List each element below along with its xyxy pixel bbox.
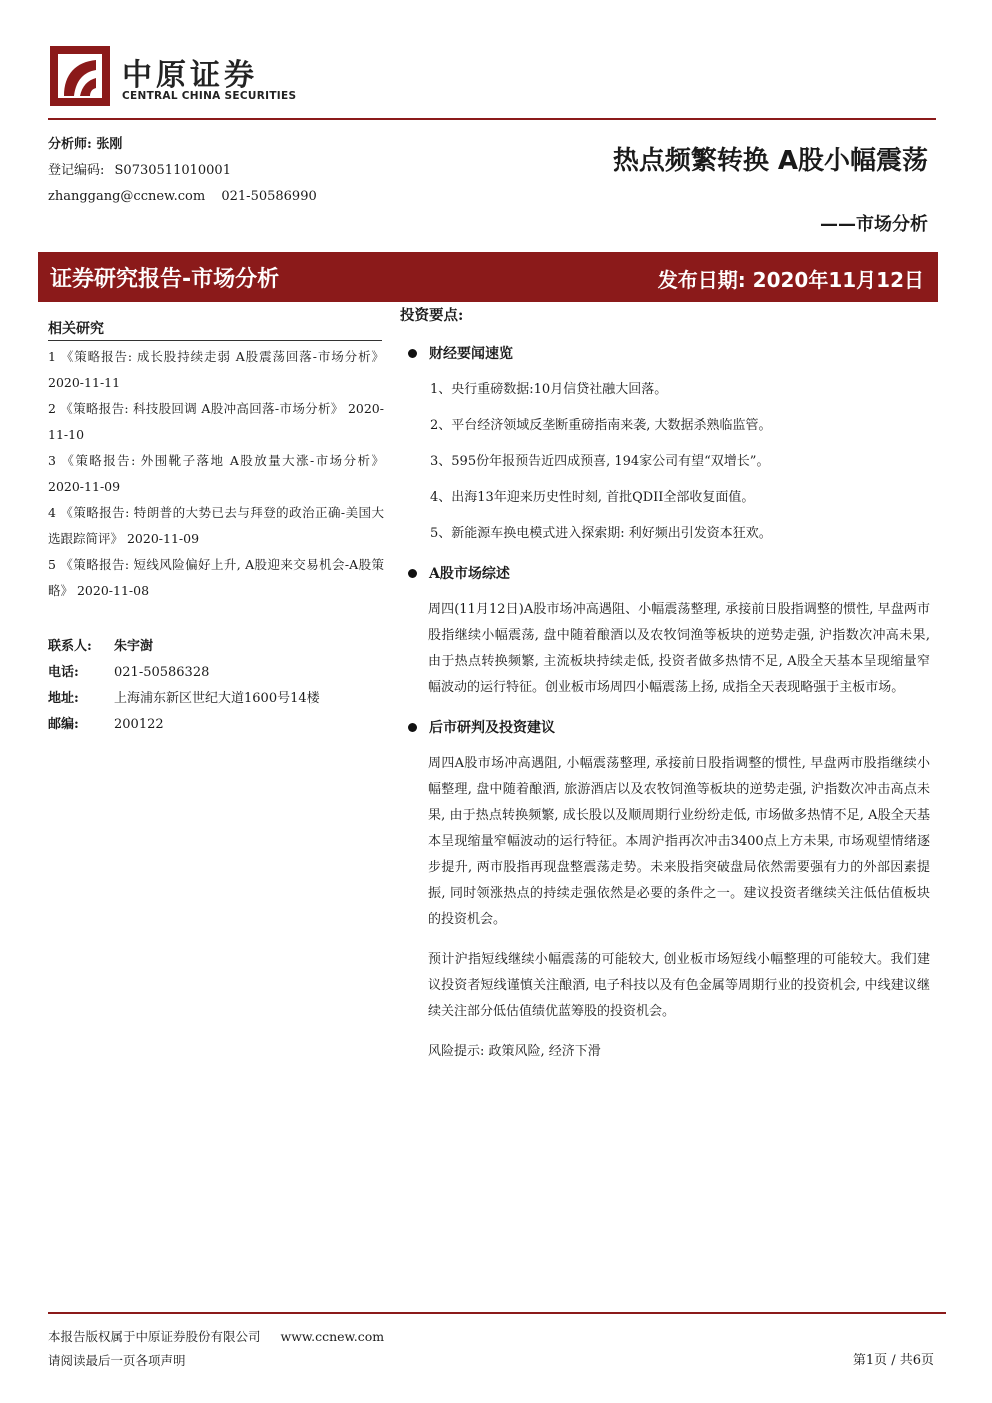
contact-person: 朱宇澍 xyxy=(114,639,154,654)
bullet-icon xyxy=(408,349,417,358)
news-item: 5、新能源车换电模式进入探索期: 利好频出引发资本狂欢。 xyxy=(430,526,772,541)
contact-addr-label: 地址: xyxy=(48,691,79,706)
contact-zip-label: 邮编: xyxy=(48,717,79,732)
analyst-contact-row xyxy=(48,184,317,210)
contact-zip-row xyxy=(48,712,320,738)
footer-website[interactable]: www.ccnew.com xyxy=(280,1329,385,1344)
contact-tel-row xyxy=(48,660,320,686)
news-item: 1、央行重磅数据:10月信贷社融大回落。 xyxy=(430,382,668,397)
analyst-phone: 021-50586990 xyxy=(221,189,317,204)
logo-english-name: CENTRAL CHINA SECURITIES xyxy=(122,90,297,102)
footer-rule xyxy=(48,1312,946,1314)
section-market-title: A股市场综述 xyxy=(429,566,510,582)
footer-disclaimer: 请阅读最后一页各项声明 xyxy=(48,1353,186,1368)
section-outlook-title: 后市研判及投资建议 xyxy=(429,720,555,736)
company-logo xyxy=(50,46,300,108)
related-item[interactable]: 3 《策略报告: 外围靴子落地 A股放量大涨-市场分析》 2020-11-09 xyxy=(48,453,384,494)
market-summary-text: 周四(11月12日)A股市场冲高遇阻、小幅震荡整理, 承接前日股指调整的惯性, 早盘两市股指继续小幅震荡, 盘中随着酿酒以及农牧饲渔等板块的逆势走强, 沪指数次冲高未果, 由于热点转换频繁, 主流板块持续走低, 投资者做多热情不足, A股全天基本呈现缩量窄幅波动的运行特征。创业板市场周四小幅震荡上扬, 成指全天表现略强于主板市场。 xyxy=(428,602,930,695)
report-banner xyxy=(38,252,938,302)
logo-chinese-name: 中原证券 xyxy=(122,58,258,93)
related-item[interactable]: 5 《策略报告: 短线风险偏好上升, A股迎来交易机会-A股策略》 2020-11-08 xyxy=(48,557,384,598)
contact-tel-label: 电话: xyxy=(48,665,79,680)
outlook-text: 周四A股市场冲高遇阻, 小幅震荡整理, 承接前日股指调整的惯性, 早盘两市股指继续小幅整理, 盘中随着酿酒, 旅游酒店以及农牧饲渔等板块的逆势走强, 沪指数次冲击高点未果, 由于热点转换频繁, 成长股以及顺周期行业纷纷走低, 市场做多热情不足, A股全天基本呈现缩量窄幅波动的运行特征。本周沪指再次冲击3400点上方未果, 市场观望情绪逐步提升, 两市股指再现盘整震荡走势。未来股指突破盘局依然需要强有力的外部因素提振, 同时领涨热点的持续走强依然是必要的条件之一。建议投资者继续关注低估值板块的投资机会。 xyxy=(428,756,930,927)
outlook-forecast-text: 预计沪指短线继续小幅震荡的可能较大, 创业板市场短线小幅整理的可能较大。我们建议投资者短线谨慎关注酿酒, 电子科技以及有色金属等周期行业的投资机会, 中线建议继续关注部分低估值绩优蓝筹股的投资机会。 xyxy=(428,952,930,1019)
banner-report-type: 证券研究报告-市场分析 xyxy=(50,267,280,292)
related-item[interactable]: 2 《策略报告: 科技股回调 A股冲高回落-市场分析》 2020-11-10 xyxy=(48,401,384,442)
analyst-name: 分析师: 张刚 xyxy=(48,137,123,152)
analyst-email[interactable]: zhanggang@ccnew.com xyxy=(48,189,206,204)
section-market-header xyxy=(400,563,930,583)
analyst-info xyxy=(48,132,317,210)
section-outlook-header xyxy=(400,717,930,737)
contact-person-row xyxy=(48,634,320,660)
footer-copyright-row xyxy=(48,1325,384,1349)
contact-addr: 上海浦东新区世纪大道1600号14楼 xyxy=(114,691,320,706)
related-research-list xyxy=(48,344,384,604)
related-item[interactable]: 1 《策略报告: 成长股持续走弱 A股震荡回落-市场分析》 2020-11-11 xyxy=(48,349,384,390)
news-item: 2、平台经济领域反垄断重磅指南来袭, 大数据杀熟临监管。 xyxy=(430,418,772,433)
page-number: 第1页 / 共6页 xyxy=(852,1353,934,1368)
bullet-icon xyxy=(408,569,417,578)
logo-mark-icon xyxy=(50,46,110,106)
related-research-rule xyxy=(48,340,382,341)
news-item: 3、595份年报预告近四成预喜, 194家公司有望“双增长”。 xyxy=(430,454,770,469)
banner-publish-date: 发布日期: 2020年11月12日 xyxy=(657,268,924,292)
risk-warning: 风险提示: 政策风险, 经济下滑 xyxy=(428,1044,601,1059)
related-item[interactable]: 4 《策略报告: 特朗普的大势已去与拜登的政治正确-美国大选跟踪简评》 2020-11-09 xyxy=(48,505,384,546)
section-news-title: 财经要闻速览 xyxy=(429,346,513,362)
section-news-header xyxy=(400,343,930,363)
key-points xyxy=(400,302,930,1065)
analyst-reg-label: 登记编码: xyxy=(48,163,105,178)
related-research-heading: 相关研究 xyxy=(48,321,104,337)
news-item: 4、出海13年迎来历史性时刻, 首批QDII全部收复面值。 xyxy=(430,490,755,505)
bullet-icon xyxy=(408,723,417,732)
contact-tel: 021-50586328 xyxy=(114,665,210,680)
report-subtitle: ——市场分析 xyxy=(820,214,928,235)
analyst-reg-code: S0730511010001 xyxy=(114,163,231,178)
key-points-heading: 投资要点: xyxy=(400,307,464,324)
report-title: 热点频繁转换 A股小幅震荡 xyxy=(612,146,928,176)
contact-zip: 200122 xyxy=(114,717,164,732)
contact-info xyxy=(48,634,320,738)
analyst-reg-row xyxy=(48,158,317,184)
footer-left xyxy=(48,1325,384,1373)
footer-copyright: 本报告版权属于中原证券股份有限公司 xyxy=(48,1329,261,1344)
contact-person-label: 联系人: xyxy=(48,639,92,654)
contact-addr-row xyxy=(48,686,320,712)
header-rule xyxy=(48,118,936,120)
